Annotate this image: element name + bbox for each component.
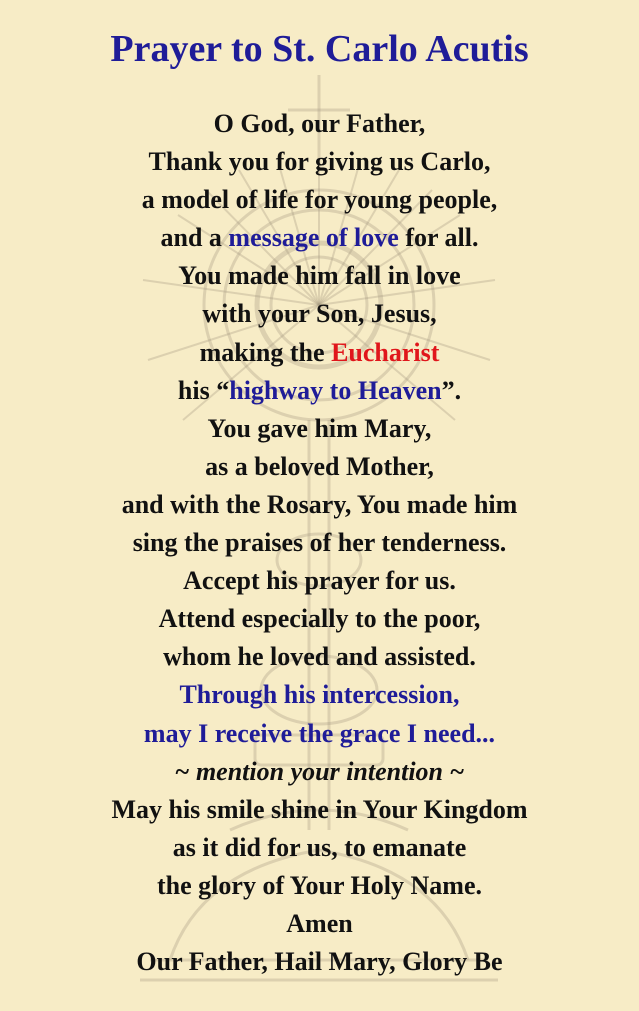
highlight-message-of-love: message of love (228, 223, 399, 253)
prayer-line (0, 372, 639, 410)
prayer-line (0, 334, 639, 372)
highlight-eucharist: Eucharist (331, 337, 440, 367)
prayer-line: a model of life for young people, (141, 185, 498, 215)
prayer-line: You made him fall in love (178, 261, 461, 291)
prayer-line (0, 219, 639, 257)
prayer-line: Accept his prayer for us. (183, 566, 456, 596)
prayer-line-highlight: Through his intercession, (179, 680, 460, 710)
prayer-text-segment: and a (160, 223, 229, 253)
prayer-text (0, 105, 639, 981)
prayer-line: Attend especially to the poor, (158, 604, 481, 634)
prayer-line: whom he loved and assisted. (163, 642, 476, 672)
prayer-amen: Amen (286, 908, 353, 938)
prayer-line: May his smile shine in Your Kingdom (111, 794, 528, 824)
prayer-text-segment: making the (199, 337, 332, 367)
prayer-line: with your Son, Jesus, (202, 299, 437, 329)
page-title: Prayer to St. Carlo Acutis (110, 28, 529, 70)
prayer-closing: Our Father, Hail Mary, Glory Be (136, 947, 503, 977)
prayer-text-segment: his “ (177, 375, 230, 405)
highlight-highway-to-heaven: highway to Heaven (229, 375, 442, 405)
prayer-line: O God, our Father, (213, 109, 426, 138)
prayer-line: and with the Rosary, You made him (121, 489, 518, 519)
prayer-line: as a beloved Mother, (205, 451, 434, 481)
prayer-line: You gave him Mary, (207, 413, 432, 443)
prayer-line-highlight: may I receive the grace I need... (143, 718, 496, 748)
prayer-text-segment: for all. (398, 223, 479, 253)
prayer-line: the glory of Your Holy Name. (157, 870, 482, 900)
prayer-line: Thank you for giving us Carlo, (148, 147, 491, 177)
prayer-line: sing the praises of her tenderness. (132, 528, 507, 558)
intention-instruction: ~ mention your intention ~ (174, 756, 465, 786)
prayer-text-segment: ”. (441, 375, 462, 405)
prayer-line: as it did for us, to emanate (172, 832, 467, 862)
